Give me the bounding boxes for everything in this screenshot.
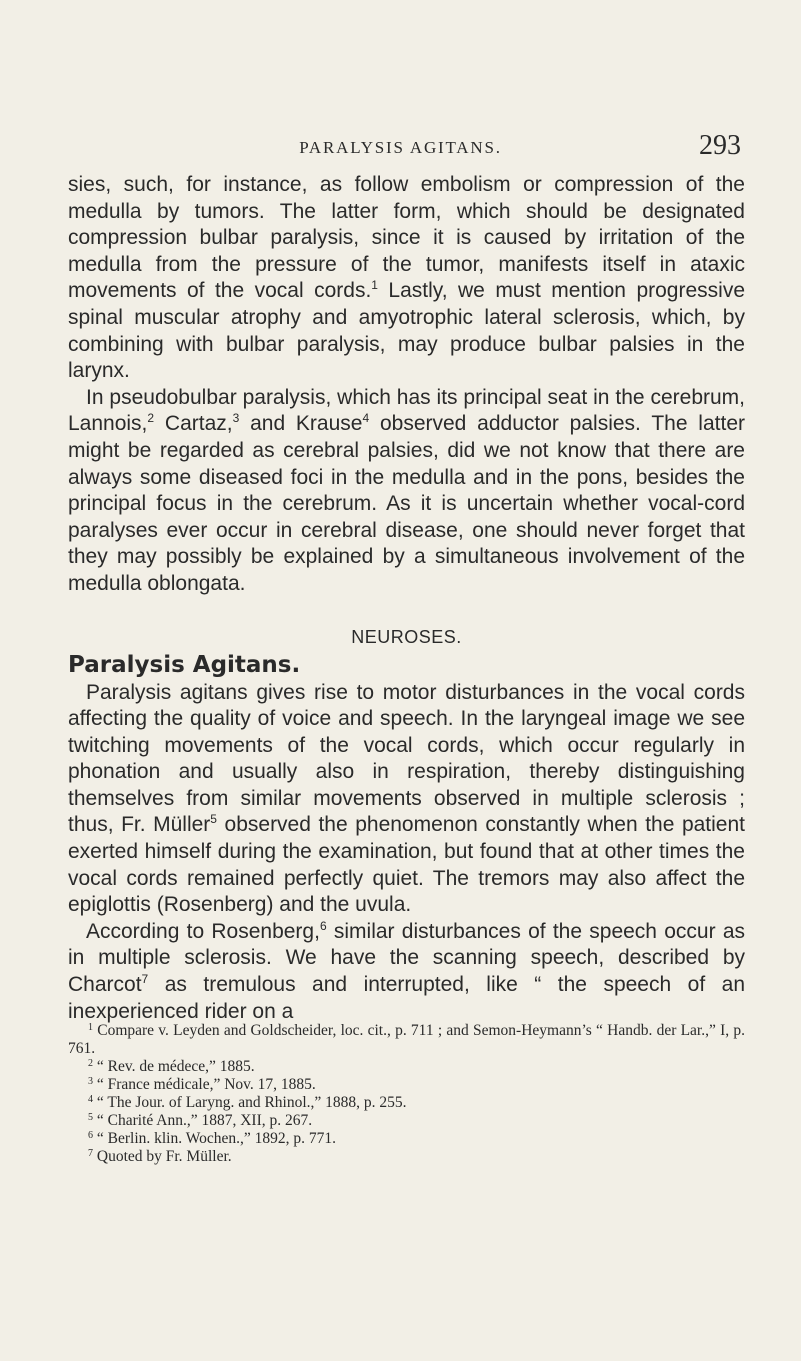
paragraph-2-text-b: Cartaz, [154, 412, 233, 436]
footnote-3 [68, 1076, 745, 1094]
footnote-text: “ The Jour. of Laryng. and Rhinol.,” 1888, p. 255. [93, 1094, 407, 1111]
footnote-text: Compare v. Leyden and Goldscheider, loc. cit., p. 711 ; and Semon-Heymann’s “ Handb. der Lar.,” I, p. 761. [68, 1022, 745, 1057]
footnote-1 [68, 1022, 745, 1058]
running-head: PARALYSIS AGITANS. [299, 138, 502, 157]
footnote-2 [68, 1058, 745, 1076]
footnote-text: “ Rev. de médece,” 1885. [93, 1058, 255, 1075]
paragraph-2-text-d: observed adductor palsies. The latter might be regarded as cerebral palsies, did we not know that there are always some diseased foci in the medulla and in the pons, besides the principal focus in the cerebrum. As it is uncertain whether vocal-cord paralyses ever occur in cerebral disease, one should never forget that they may possibly be explained by a simultaneous involvement of the medulla oblongata. [68, 412, 745, 595]
footnote-number: 3 [88, 1076, 93, 1087]
paragraph-1-text-b: Lastly, we must mention progressive spinal muscular atrophy and amyotrophic lateral sclerosis, which, by combining with bulbar paralysis, may produce bulbar palsies in the larynx. [68, 279, 745, 383]
footnote-text: “ France médicale,” Nov. 17, 1885. [93, 1076, 316, 1093]
body-text [68, 172, 745, 1025]
paragraph-2 [68, 385, 745, 598]
footnotes [68, 1022, 745, 1166]
footnote-5 [68, 1112, 745, 1130]
footnote-text: “ Berlin. klin. Wochen.,” 1892, p. 771. [93, 1130, 336, 1147]
paragraph-4-text-b: similar disturbances of the speech occur as in multiple sclerosis. We have the scanning speech, described by Charcot [68, 919, 745, 997]
footnote-ref-2: 2 [147, 411, 155, 426]
page-number: 293 [699, 130, 741, 161]
paragraph-3 [68, 680, 745, 919]
footnote-text: “ Charité Ann.,” 1887, XII, p. 267. [93, 1112, 313, 1129]
footnote-ref-5: 5 [210, 812, 217, 827]
footnote-6 [68, 1130, 745, 1148]
section-title: Paralysis Agitans. [68, 651, 301, 678]
footnote-number: 7 [88, 1148, 93, 1159]
footnote-text: Quoted by Fr. Müller. [93, 1148, 232, 1165]
paragraph-2-text-c: and Krause [239, 412, 363, 436]
footnote-ref-6: 6 [319, 918, 327, 933]
footnote-number: 5 [88, 1112, 93, 1123]
footnote-number: 2 [88, 1058, 93, 1069]
paragraph-3-text-b: observed the phenomenon constantly when the patient exerted himself during the examination, but found that at other times the vocal cords remained perfectly quiet. The tremors may also affect the epiglottis (Rosenberg) and the uvula. [68, 813, 745, 917]
paragraph-1-text-a: sies, such, for instance, as follow embolism or compression of the medulla by tumors. The latter form, which should be designated compression bulbar paralysis, since it is caused by irritation of the medulla from the pressure of the tumor, manifests itself in ataxic movements of the vocal cords. [68, 173, 745, 303]
page-header [0, 130, 801, 170]
footnote-4 [68, 1094, 745, 1112]
paragraph-1 [68, 172, 745, 385]
footnote-ref-3: 3 [232, 411, 240, 426]
paragraph-4-text-a: According to Rosenberg, [86, 919, 320, 943]
footnote-number: 6 [88, 1130, 93, 1141]
footnote-number: 1 [88, 1022, 93, 1033]
paragraph-3-text-a: Paralysis agitans gives rise to motor disturbances in the vocal cords affecting the quality of voice and speech. In the laryngeal image we see twitching movements of the vocal cords, which occur regularly in phonation and usually also in respiration, thereby distinguishing themselves from similar movements observed in multiple sclerosis ; thus, Fr. Müller [68, 680, 745, 837]
paragraph-4 [68, 919, 745, 1025]
footnote-number: 4 [88, 1094, 93, 1105]
footnote-ref-1: 1 [371, 278, 378, 293]
footnote-ref-4: 4 [362, 411, 370, 426]
footnote-7 [68, 1148, 745, 1166]
section-label: NEUROSES. [351, 626, 462, 647]
footnote-ref-7: 7 [141, 972, 149, 987]
paragraph-2-text-a: In pseudobulbar paralysis, which has its principal seat in the cerebrum, Lannois, [68, 385, 745, 436]
paragraph-4-text-c: as tremulous and interrupted, like “ the speech of an inexperienced rider on a [68, 973, 745, 1023]
